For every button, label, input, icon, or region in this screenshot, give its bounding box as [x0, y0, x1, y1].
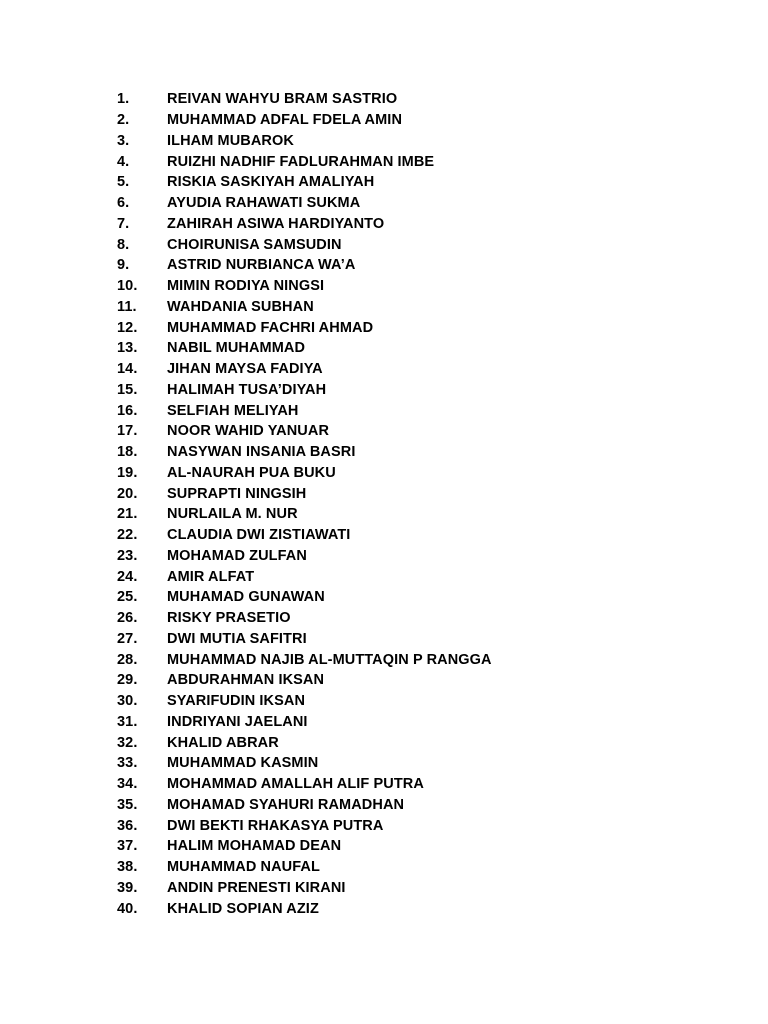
list-item: [117, 317, 492, 338]
list-item-name: MOHAMAD ZULFAN: [167, 547, 307, 564]
list-item: [117, 151, 492, 172]
list-item: [117, 795, 492, 816]
list-item-number: 13.: [117, 340, 138, 357]
list-item: [117, 712, 492, 733]
list-item: [117, 836, 492, 857]
list-item-name: INDRIYANI JAELANI: [167, 713, 308, 730]
list-item-number: 36.: [117, 817, 138, 834]
list-item-number: 14.: [117, 361, 138, 378]
list-item-number: 24.: [117, 568, 138, 585]
list-item: [117, 857, 492, 878]
list-item-name: HALIMAH TUSA’DIYAH: [167, 381, 327, 398]
list-item-name: KHALID SOPIAN AZIZ: [167, 900, 319, 917]
list-item-name: ASTRID NURBIANCA WA’A: [167, 257, 356, 274]
list-item-name: SYARIFUDIN IKSAN: [167, 693, 306, 710]
list-item: [117, 815, 492, 836]
list-item: [117, 234, 492, 255]
list-item: [117, 214, 492, 235]
list-item-number: 12.: [117, 319, 138, 336]
list-item-name: DWI MUTIA SAFITRI: [167, 630, 307, 647]
list-item: [117, 691, 492, 712]
list-item-name: MUHAMMAD NAJIB AL-MUTTAQIN P RANGGA: [167, 651, 492, 668]
list-item-number: 22.: [117, 527, 138, 544]
list-item-name: CLAUDIA DWI ZISTIAWATI: [167, 527, 351, 544]
list-item-number: 3.: [117, 132, 130, 149]
list-item-name: AL-NAURAH PUA BUKU: [167, 464, 336, 481]
list-item-number: 19.: [117, 464, 138, 481]
list-item: [117, 338, 492, 359]
list-item-number: 27.: [117, 630, 138, 647]
list-item-number: 29.: [117, 672, 138, 689]
list-item: [117, 546, 492, 567]
list-item-name: MUHAMAD GUNAWAN: [167, 589, 325, 606]
list-item-number: 34.: [117, 776, 138, 793]
list-item-name: RISKY PRASETIO: [167, 610, 291, 627]
list-item: [117, 172, 492, 193]
list-item-number: 38.: [117, 859, 138, 876]
list-item-number: 9.: [117, 257, 130, 274]
list-item-number: 8.: [117, 236, 130, 253]
list-item-number: 20.: [117, 485, 138, 502]
list-item-name: NABIL MUHAMMAD: [167, 340, 306, 357]
list-item-name: AYUDIA RAHAWATI SUKMA: [167, 195, 361, 212]
list-item-name: ZAHIRAH ASIWA HARDIYANTO: [167, 215, 385, 232]
list-item-name: CHOIRUNISA SAMSUDIN: [167, 236, 342, 253]
list-item: [117, 297, 492, 318]
list-item-name: ANDIN PRENESTI KIRANI: [167, 879, 346, 896]
list-item-number: 4.: [117, 153, 130, 170]
list-item: [117, 131, 492, 152]
list-item-number: 31.: [117, 713, 138, 730]
list-item-name: NOOR WAHID YANUAR: [167, 423, 330, 440]
list-item-number: 2.: [117, 112, 130, 129]
list-item: [117, 525, 492, 546]
list-item-name: MOHAMMAD AMALLAH ALIF PUTRA: [167, 776, 424, 793]
list-item-number: 25.: [117, 589, 138, 606]
list-item-name: REIVAN WAHYU BRAM SASTRIO: [167, 91, 398, 108]
list-item-name: MUHAMMAD NAUFAL: [167, 859, 320, 876]
list-item-name: MUHAMMAD KASMIN: [167, 755, 319, 772]
list-item: [117, 898, 492, 919]
list-item-name: SELFIAH MELIYAH: [167, 402, 299, 419]
list-item-number: 1.: [117, 91, 130, 108]
list-item: [117, 193, 492, 214]
list-item: [117, 442, 492, 463]
list-item-number: 32.: [117, 734, 138, 751]
list-item-number: 11.: [117, 298, 137, 315]
list-item-number: 40.: [117, 900, 138, 917]
list-item-number: 6.: [117, 195, 130, 212]
list-item: [117, 276, 492, 297]
list-item-number: 28.: [117, 651, 138, 668]
list-item-number: 23.: [117, 547, 138, 564]
list-item: [117, 629, 492, 650]
list-item-number: 15.: [117, 381, 138, 398]
list-item-number: 33.: [117, 755, 138, 772]
list-item-number: 35.: [117, 796, 138, 813]
list-item: [117, 587, 492, 608]
list-item-number: 5.: [117, 174, 130, 191]
list-item-name: RISKIA SASKIYAH AMALIYAH: [167, 174, 375, 191]
list-item: [117, 732, 492, 753]
list-item: [117, 89, 492, 110]
name-list: [117, 89, 492, 919]
list-item: [117, 878, 492, 899]
list-item: [117, 463, 492, 484]
list-item-number: 37.: [117, 838, 138, 855]
list-item-name: MOHAMAD SYAHURI RAMADHAN: [167, 796, 405, 813]
list-item-number: 16.: [117, 402, 138, 419]
list-item-name: MUHAMMAD FACHRI AHMAD: [167, 319, 374, 336]
list-item-name: ABDURAHMAN IKSAN: [167, 672, 325, 689]
list-item-number: 21.: [117, 506, 138, 523]
list-item-name: AMIR ALFAT: [167, 568, 255, 585]
list-item-name: NURLAILA M. NUR: [167, 506, 298, 523]
list-item-name: RUIZHI NADHIF FADLURAHMAN IMBE: [167, 153, 435, 170]
list-item-number: 39.: [117, 879, 138, 896]
list-item-name: MUHAMMAD ADFAL FDELA AMIN: [167, 112, 403, 129]
list-item-name: MIMIN RODIYA NINGSI: [167, 278, 325, 295]
list-item: [117, 608, 492, 629]
list-item: [117, 774, 492, 795]
list-item-name: HALIM MOHAMAD DEAN: [167, 838, 342, 855]
list-item-name: JIHAN MAYSA FADIYA: [167, 361, 323, 378]
list-item-number: 10.: [117, 278, 138, 295]
list-item: [117, 400, 492, 421]
list-item: [117, 255, 492, 276]
list-item-number: 17.: [117, 423, 138, 440]
list-item-name: WAHDANIA SUBHAN: [167, 298, 314, 315]
list-item-number: 18.: [117, 444, 138, 461]
list-item-number: 7.: [117, 215, 130, 232]
list-item: [117, 483, 492, 504]
list-item: [117, 670, 492, 691]
list-item: [117, 649, 492, 670]
list-item: [117, 504, 492, 525]
list-item: [117, 110, 492, 131]
list-item: [117, 359, 492, 380]
list-item: [117, 753, 492, 774]
list-item-number: 26.: [117, 610, 138, 627]
list-item-name: DWI BEKTI RHAKASYA PUTRA: [167, 817, 384, 834]
list-item-name: NASYWAN INSANIA BASRI: [167, 444, 356, 461]
list-item-name: SUPRAPTI NINGSIH: [167, 485, 307, 502]
list-item: [117, 380, 492, 401]
list-item: [117, 566, 492, 587]
list-item-name: KHALID ABRAR: [167, 734, 279, 751]
list-item-name: ILHAM MUBAROK: [167, 132, 294, 149]
list-item-number: 30.: [117, 693, 138, 710]
list-item: [117, 421, 492, 442]
